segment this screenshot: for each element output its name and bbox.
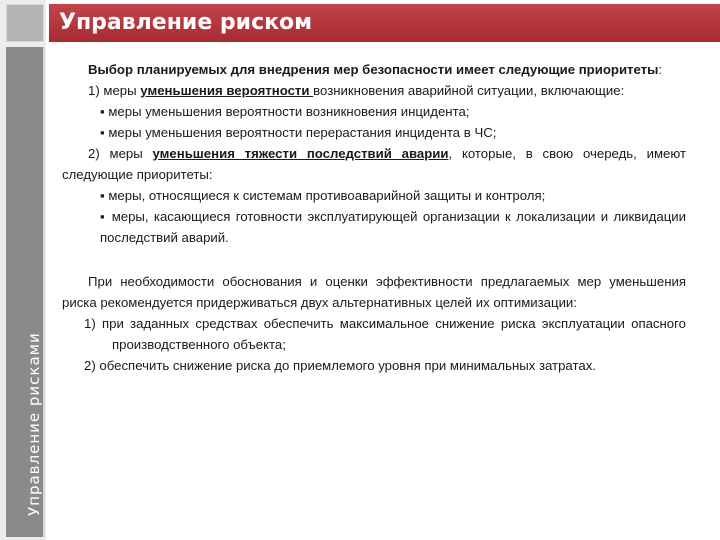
measure-1-tail: возникновения аварийной ситуации, включающие: bbox=[313, 83, 625, 98]
sidebar-divider bbox=[43, 47, 45, 537]
bullet-item bbox=[62, 185, 686, 206]
measure-1-paragraph bbox=[62, 80, 686, 101]
bullet-item bbox=[62, 101, 686, 122]
bullet-glyph: ▪ bbox=[100, 125, 105, 140]
page-title: Управление риском bbox=[59, 10, 313, 35]
bullet-glyph: ▪ bbox=[100, 104, 105, 119]
bullet-text: меры уменьшения вероятности перерастания инцидента в ЧС; bbox=[108, 125, 497, 140]
optimization-paragraph: При необходимости обоснования и оценки эффективности предлагаемых мер уменьшения риска рекомендуется придерживаться двух альтернативных целей их оптимизации: bbox=[62, 274, 686, 310]
intro-paragraph bbox=[62, 59, 686, 80]
sidebar bbox=[0, 0, 46, 540]
measure-1-lead: 1) меры bbox=[88, 83, 141, 98]
slide-content bbox=[62, 59, 686, 376]
spacer bbox=[62, 248, 686, 271]
numbered-item-2: 2) обеспечить снижение риска до приемлемого уровня при минимальных затратах. bbox=[84, 358, 596, 373]
measure-1-underline-1: уменьшения bbox=[140, 83, 227, 98]
bullet-item bbox=[62, 122, 686, 143]
bullet-glyph: ▪ bbox=[100, 188, 105, 203]
measure-2-tail: , которые, в свою очередь, имеют следующие приоритеты: bbox=[62, 146, 686, 182]
measure-1-underline-2: вероятности bbox=[226, 83, 314, 98]
numbered-item-1: 1) при заданных средствах обеспечить максимальное снижение риска эксплуатации опасного производственного объекта; bbox=[84, 316, 686, 352]
sidebar-vertical-label: Управление рисками bbox=[25, 332, 43, 516]
intro-bold-text: Выбор планируемых для внедрения мер безопасности имеет следующие приоритеты bbox=[88, 62, 659, 77]
measure-2-underline: уменьшения тяжести последствий аварии bbox=[152, 146, 449, 161]
bullet-text: меры уменьшения вероятности возникновения инцидента; bbox=[108, 104, 470, 119]
title-bar bbox=[49, 4, 720, 42]
bullet-glyph: ▪ bbox=[100, 209, 107, 224]
bullet-item bbox=[62, 206, 686, 248]
sidebar-corner-square bbox=[6, 4, 44, 42]
measure-2-lead: 2) меры bbox=[88, 146, 153, 161]
bullet-text: меры, касающиеся готовности эксплуатирующей организации к локализации и ликвидации последствий аварий. bbox=[100, 209, 686, 245]
intro-colon: : bbox=[658, 62, 663, 77]
measure-2-paragraph bbox=[62, 143, 686, 185]
bullet-text: меры, относящиеся к системам противоаварийной защиты и контроля; bbox=[108, 188, 546, 203]
